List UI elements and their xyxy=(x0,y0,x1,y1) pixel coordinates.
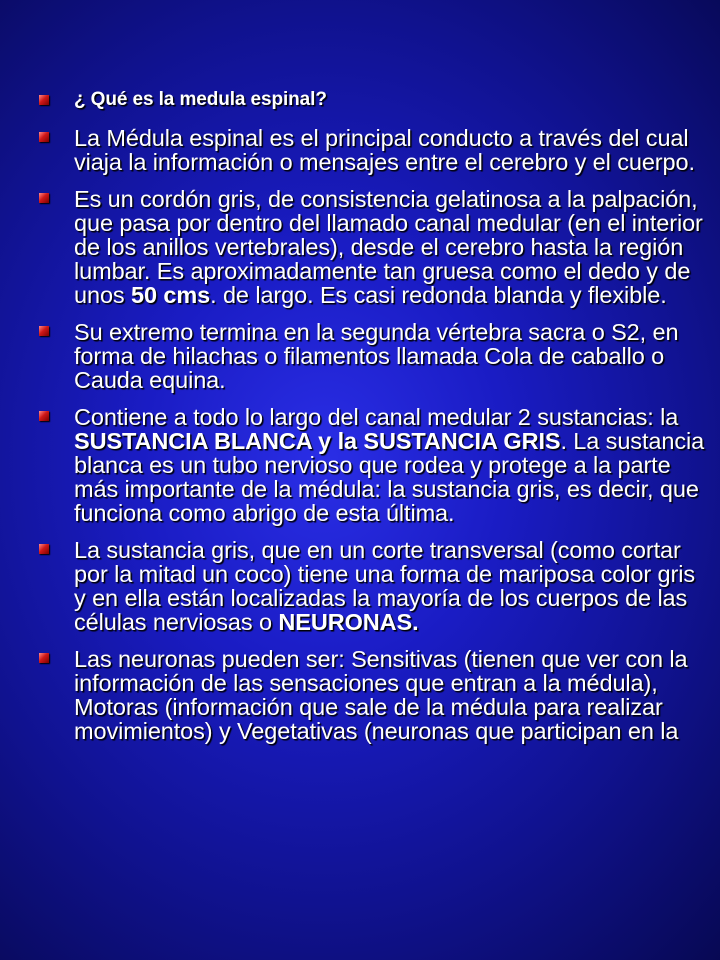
bullet-question xyxy=(0,88,720,112)
bullet-text: . La sustancia blanca es un tubo nervioso que rodea y protege a la parte más importante de la médula: la sustancia gris, es decir, que funciona como abrigo de esta última. xyxy=(74,428,705,526)
bullet-emphasis: SUSTANCIA BLANCA y la SUSTANCIA GRIS xyxy=(74,428,561,454)
bullet-gray-matter xyxy=(0,538,720,634)
slide-content xyxy=(0,88,720,756)
bullet-text: Es un cordón gris, de consistencia gelatinosa a la palpación, que pasa por dentro del llamado canal medular (en el interior de los anillos vertebrales), desde el cerebro hasta la región lumbar. Es aproximadamente tan gruesa como el dedo y de unos xyxy=(74,186,703,308)
bullet-definition xyxy=(0,126,720,174)
square-bullet-icon xyxy=(39,193,49,203)
square-bullet-icon xyxy=(39,544,49,554)
bullet-substances xyxy=(0,405,720,525)
bullet-text: Su extremo termina en la segunda vértebra sacra o S2, en forma de hilachas o filamentos llamada Cola de caballo o Cauda equina. xyxy=(74,319,679,393)
square-bullet-icon xyxy=(39,132,49,142)
bullet-text: Contiene a todo lo largo del canal medular 2 sustancias: la xyxy=(74,404,679,430)
square-bullet-icon xyxy=(39,95,49,105)
bullet-neurons xyxy=(0,647,720,743)
square-bullet-icon xyxy=(39,326,49,336)
square-bullet-icon xyxy=(39,411,49,421)
bullet-text: ¿ Qué es la medula espinal? xyxy=(74,89,327,110)
bullet-text: . de largo. Es casi redonda blanda y flexible. xyxy=(210,282,667,308)
bullet-extremity xyxy=(0,320,720,392)
bullet-text: La Médula espinal es el principal conducto a través del cual viaja la información o mensajes entre el cerebro y el cuerpo. xyxy=(74,125,695,175)
bullet-text: La sustancia gris, que en un corte transversal (como cortar por la mitad un coco) tiene una forma de mariposa color gris y en ella están localizadas la mayoría de los cuerpos de las células nerviosas o xyxy=(74,537,695,635)
square-bullet-icon xyxy=(39,653,49,663)
bullet-text: Las neuronas pueden ser: Sensitivas (tienen que ver con la información de las sensaciones que entran a la médula), Motoras (información que sale de la médula para realizar movimientos) y Vegetativas (neuronas que participan en la xyxy=(74,646,688,744)
bullet-description xyxy=(0,187,720,307)
bullet-emphasis: 50 cms xyxy=(131,282,211,308)
bullet-emphasis: NEURONAS. xyxy=(278,609,419,635)
